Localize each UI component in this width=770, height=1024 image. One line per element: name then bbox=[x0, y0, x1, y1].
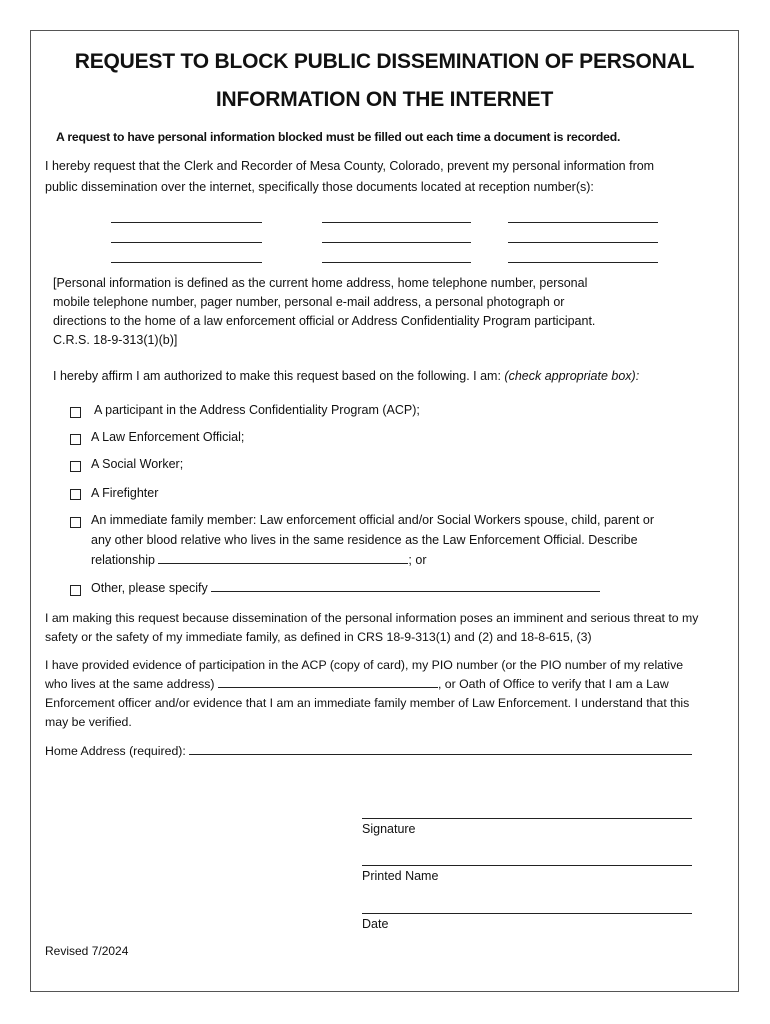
option-label-social-worker: A Social Worker; bbox=[91, 457, 184, 471]
checkbox-firefighter[interactable] bbox=[70, 489, 81, 500]
checkbox-acp-participant[interactable] bbox=[70, 407, 81, 418]
reception-number-field-6[interactable] bbox=[508, 242, 658, 243]
printed-name-field[interactable] bbox=[362, 865, 692, 866]
reception-number-field-2[interactable] bbox=[322, 222, 471, 223]
reception-number-field-5[interactable] bbox=[322, 242, 471, 243]
reception-number-field-1[interactable] bbox=[111, 222, 262, 223]
evidence-line-2 bbox=[45, 677, 669, 691]
relationship-field[interactable] bbox=[158, 553, 408, 564]
relationship-suffix: ; or bbox=[408, 553, 427, 567]
reception-number-field-7[interactable] bbox=[111, 262, 262, 263]
checkbox-law-enforcement[interactable] bbox=[70, 434, 81, 445]
other-label: Other, please specify bbox=[91, 581, 208, 595]
home-address-label: Home Address (required): bbox=[45, 744, 186, 758]
revision-note: Revised 7/2024 bbox=[45, 944, 129, 958]
evidence-line-3: Enforcement officer and/or evidence that I am an immediate family member of Law Enforcement. I understand that this bbox=[45, 696, 690, 710]
reason-line-1: I am making this request because dissemination of the personal information poses an imminent and serious threat to my bbox=[45, 611, 699, 625]
checkbox-social-worker[interactable] bbox=[70, 461, 81, 472]
evidence-suffix: , or Oath of Office to verify that I am a Law bbox=[437, 677, 669, 691]
definition-line-4: C.R.S. 18-9-313(1)(b)] bbox=[53, 333, 178, 347]
date-label: Date bbox=[362, 917, 389, 931]
evidence-line-4: may be verified. bbox=[45, 715, 132, 729]
home-address-row bbox=[45, 744, 692, 758]
other-specify-field[interactable] bbox=[211, 581, 600, 592]
intro-line-2: public dissemination over the internet, specifically those documents located at reception number(s): bbox=[45, 180, 594, 194]
relationship-label: relationship bbox=[91, 553, 155, 567]
definition-line-3: directions to the home of a law enforcement official or Address Confidentiality Program participant. bbox=[53, 314, 596, 328]
reason-line-2: safety or the safety of my immediate family, as defined in CRS 18-9-313(1) and (2) and 18-8-615, (3) bbox=[45, 630, 592, 644]
checkbox-other[interactable] bbox=[70, 585, 81, 596]
affirm-hint: (check appropriate box): bbox=[504, 369, 640, 383]
date-field[interactable] bbox=[362, 913, 692, 914]
reception-number-field-3[interactable] bbox=[508, 222, 658, 223]
affirm-statement bbox=[53, 367, 639, 386]
affirm-text: I hereby affirm I am authorized to make this request based on the following. I am: bbox=[53, 369, 501, 383]
definition-line-2: mobile telephone number, pager number, personal e-mail address, a personal photograph or bbox=[53, 295, 565, 309]
evidence-line-1: I have provided evidence of participation in the ACP (copy of card), my PIO number (or the PIO number of my relative bbox=[45, 658, 684, 672]
pio-number-field[interactable] bbox=[218, 677, 438, 688]
home-address-field[interactable] bbox=[189, 744, 692, 755]
option-label-family-member: An immediate family member: Law enforcement official and/or Social Workers spouse, child, parent or bbox=[91, 513, 654, 527]
reception-number-field-9[interactable] bbox=[508, 262, 658, 263]
definition-line-1: [Personal information is defined as the current home address, home telephone number, personal bbox=[53, 276, 588, 290]
signature-label: Signature bbox=[362, 822, 416, 836]
reception-number-field-8[interactable] bbox=[322, 262, 471, 263]
printed-name-label: Printed Name bbox=[362, 869, 439, 883]
family-member-relationship bbox=[91, 553, 426, 567]
option-label-law-enforcement: A Law Enforcement Official; bbox=[91, 430, 245, 444]
evidence-prefix: who lives at the same address) bbox=[45, 677, 215, 691]
form-title-line-1: REQUEST TO BLOCK PUBLIC DISSEMINATION OF PERSONAL bbox=[74, 50, 695, 73]
form-title-line-2: INFORMATION ON THE INTERNET bbox=[215, 88, 554, 111]
option-label-acp-participant: A participant in the Address Confidentiality Program (ACP); bbox=[94, 403, 420, 417]
option-label-firefighter: A Firefighter bbox=[91, 486, 159, 500]
form-notice: A request to have personal information blocked must be filled out each time a document is recorded. bbox=[56, 130, 621, 144]
reception-number-field-4[interactable] bbox=[111, 242, 262, 243]
signature-field[interactable] bbox=[362, 818, 692, 819]
checkbox-family-member[interactable] bbox=[70, 517, 81, 528]
option-other bbox=[91, 581, 600, 595]
intro-line-1: I hereby request that the Clerk and Recorder of Mesa County, Colorado, prevent my personal information from bbox=[45, 159, 655, 173]
family-member-line-2: any other blood relative who lives in the same residence as the Law Enforcement Official. Describe bbox=[91, 533, 638, 547]
